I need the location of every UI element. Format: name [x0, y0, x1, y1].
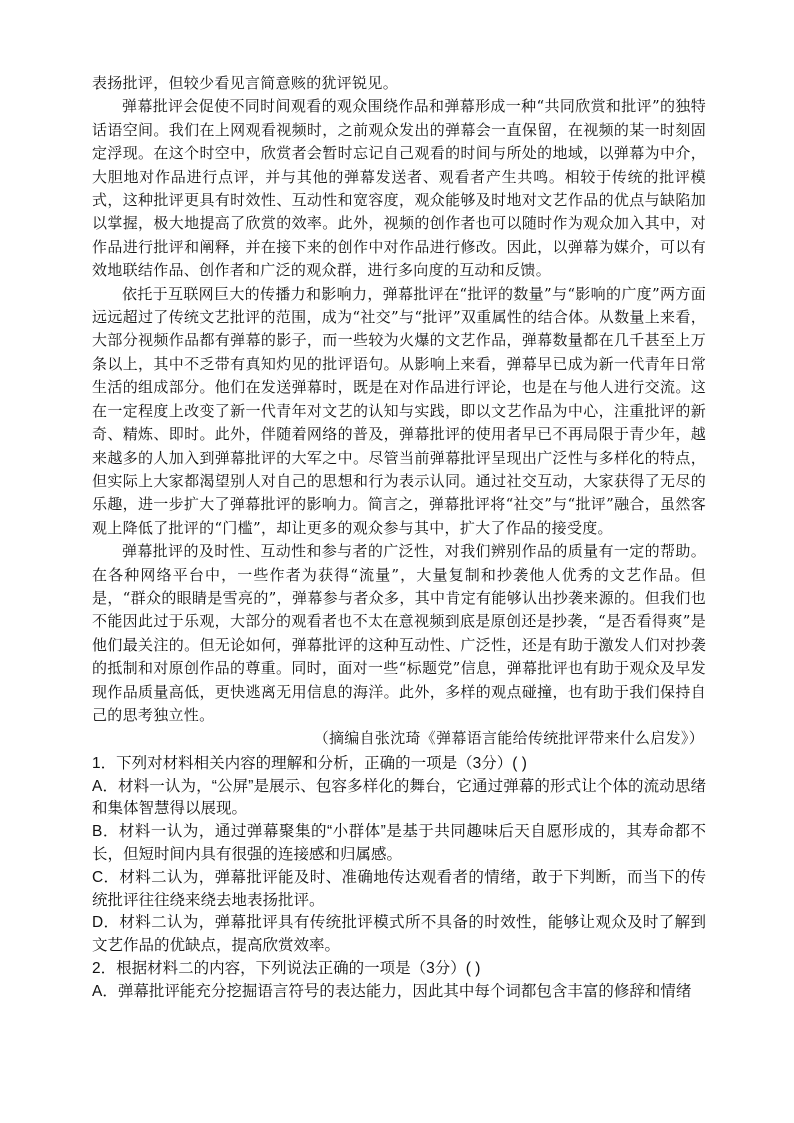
passage-paragraph-continuation: 表扬批评，但较少看见言简意赅的犹评锐见。	[92, 74, 399, 92]
question-option-d: D．材料二认为，弹幕批评具有传统批评模式所不具备的时效性，能够让观众及时了解到文艺作品的优缺点，提高欣赏效率。	[92, 914, 706, 955]
question-option-a: A．材料一认为，“公屏”是展示、包容多样化的舞台，它通过弹幕的形式让个体的流动思绪和集体智慧得以展现。	[92, 777, 706, 818]
question-option-a: A．弹幕批评能充分挖掘语言符号的表达能力，因此其中每个词都包含丰富的修辞和情绪	[92, 982, 692, 1000]
question-option-b: B．材料一认为，通过弹幕聚集的“小群体”是基于共同趣味后天自愿形成的，其寿命都不长，但短时间内具有很强的连接感和归属感。	[92, 823, 706, 863]
passage-paragraph: 依托于互联网巨大的传播力和影响力，弹幕批评在“批评的数量”与“影响的广度”两方面远远超过了传统文艺批评的范围，成为“社交”与“批评”双重属性的结合体。从数量上来看，大部分视频作品都有弹幕的影子，而一些较为火爆的文艺作品，弹幕数量都在几千甚至上万条以上，其中不乏带有真知灼见的批评语句。从影响上来看，弹幕早已成为新一代青年日常生活的组成部分。他们在发送弹幕时，既是在对作品进行评论，也是在与他人进行交流。这在一定程度上改变了新一代青年对文艺的认知与实践，即以文艺作品为中心，注重批评的新奇、精炼、即时。此外，伴随着网络的普及，弹幕批评的使用者早已不再局限于青少年，越来越多的人加入到弹幕批评的大军之中。尽管当前弹幕批评呈现出广泛性与多样化的特点，但实际上大家都渴望别人对自己的思想和行为表示认同。通过社交互动，大家获得了无尽的乐趣，进一步扩大了弹幕批评的影响力。简言之，弹幕批评将“社交”与“批评”融合，虽然客观上降低了批评的“门槛”，却让更多的观众参与其中，扩大了作品的接受度。	[92, 284, 706, 537]
passage-source-citation: （摘编自张沈琦《弹幕语言能给传统批评带来什么启发》）	[313, 729, 704, 748]
question-stem: 1．下列对材料相关内容的理解和分析，正确的一项是（3分）( )	[92, 754, 527, 772]
document-page	[92, 72, 706, 1004]
question-list	[92, 753, 706, 1004]
reading-passage	[92, 72, 706, 751]
question-option-c: C．材料二认为，弹幕批评能及时、准确地传达观看者的情绪，敢于下判断，而当下的传统批评往往绕来绕去地表扬批评。	[92, 868, 706, 909]
passage-paragraph: 弹幕批评会促使不同时间观看的观众围绕作品和弹幕形成一种“共同欣赏和批评”的独特话语空间。我们在上网观看视频时，之前观众发出的弹幕会一直保留，在视频的某一时刻固定浮现。在这个时空中，欣赏者会暂时忘记自己观看的时间与所处的地域，以弹幕为中介，大胆地对作品进行点评，并与其他的弹幕发送者、观看者产生共鸣。相较于传统的批评模式，这种批评更具有时效性、互动性和宽容度，观众能够及时地对文艺作品的优点与缺陷加以掌握，极大地提高了欣赏的效率。此外，视频的创作者也可以随时作为观众加入其中，对作品进行批评和阐释，并在接下来的创作中对作品进行修改。因此，以弹幕为媒介，可以有效地联结作品、创作者和广泛的观众群，进行多向度的互动和反馈。	[92, 97, 706, 280]
passage-paragraph: 弹幕批评的及时性、互动性和参与者的广泛性，对我们辨别作品的质量有一定的帮助。在各种网络平台中，一些作者为获得“流量”，大量复制和抄袭他人优秀的文艺作品。但是，“群众的眼睛是雪亮的”，弹幕参与者众多，其中肯定有能够认出抄袭来源的。但我们也不能因此过于乐观，大部分的观看者也不太在意视频到底是原创还是抄袭，“是否看得爽”是他们最关注的。但无论如何，弹幕批评的这种互动性、广泛性，还是有助于激发人们对抄袭的抵制和对原创作品的尊重。同时，面对一些“标题党”信息，弹幕批评也有助于观众及早发现作品质量高低，更快逃离无用信息的海洋。此外，多样的观点碰撞，也有助于我们保持自己的思考独立性。	[92, 542, 706, 724]
question-stem: 2．根据材料二的内容，下列说法正确的一项是（3分）( )	[92, 959, 481, 977]
